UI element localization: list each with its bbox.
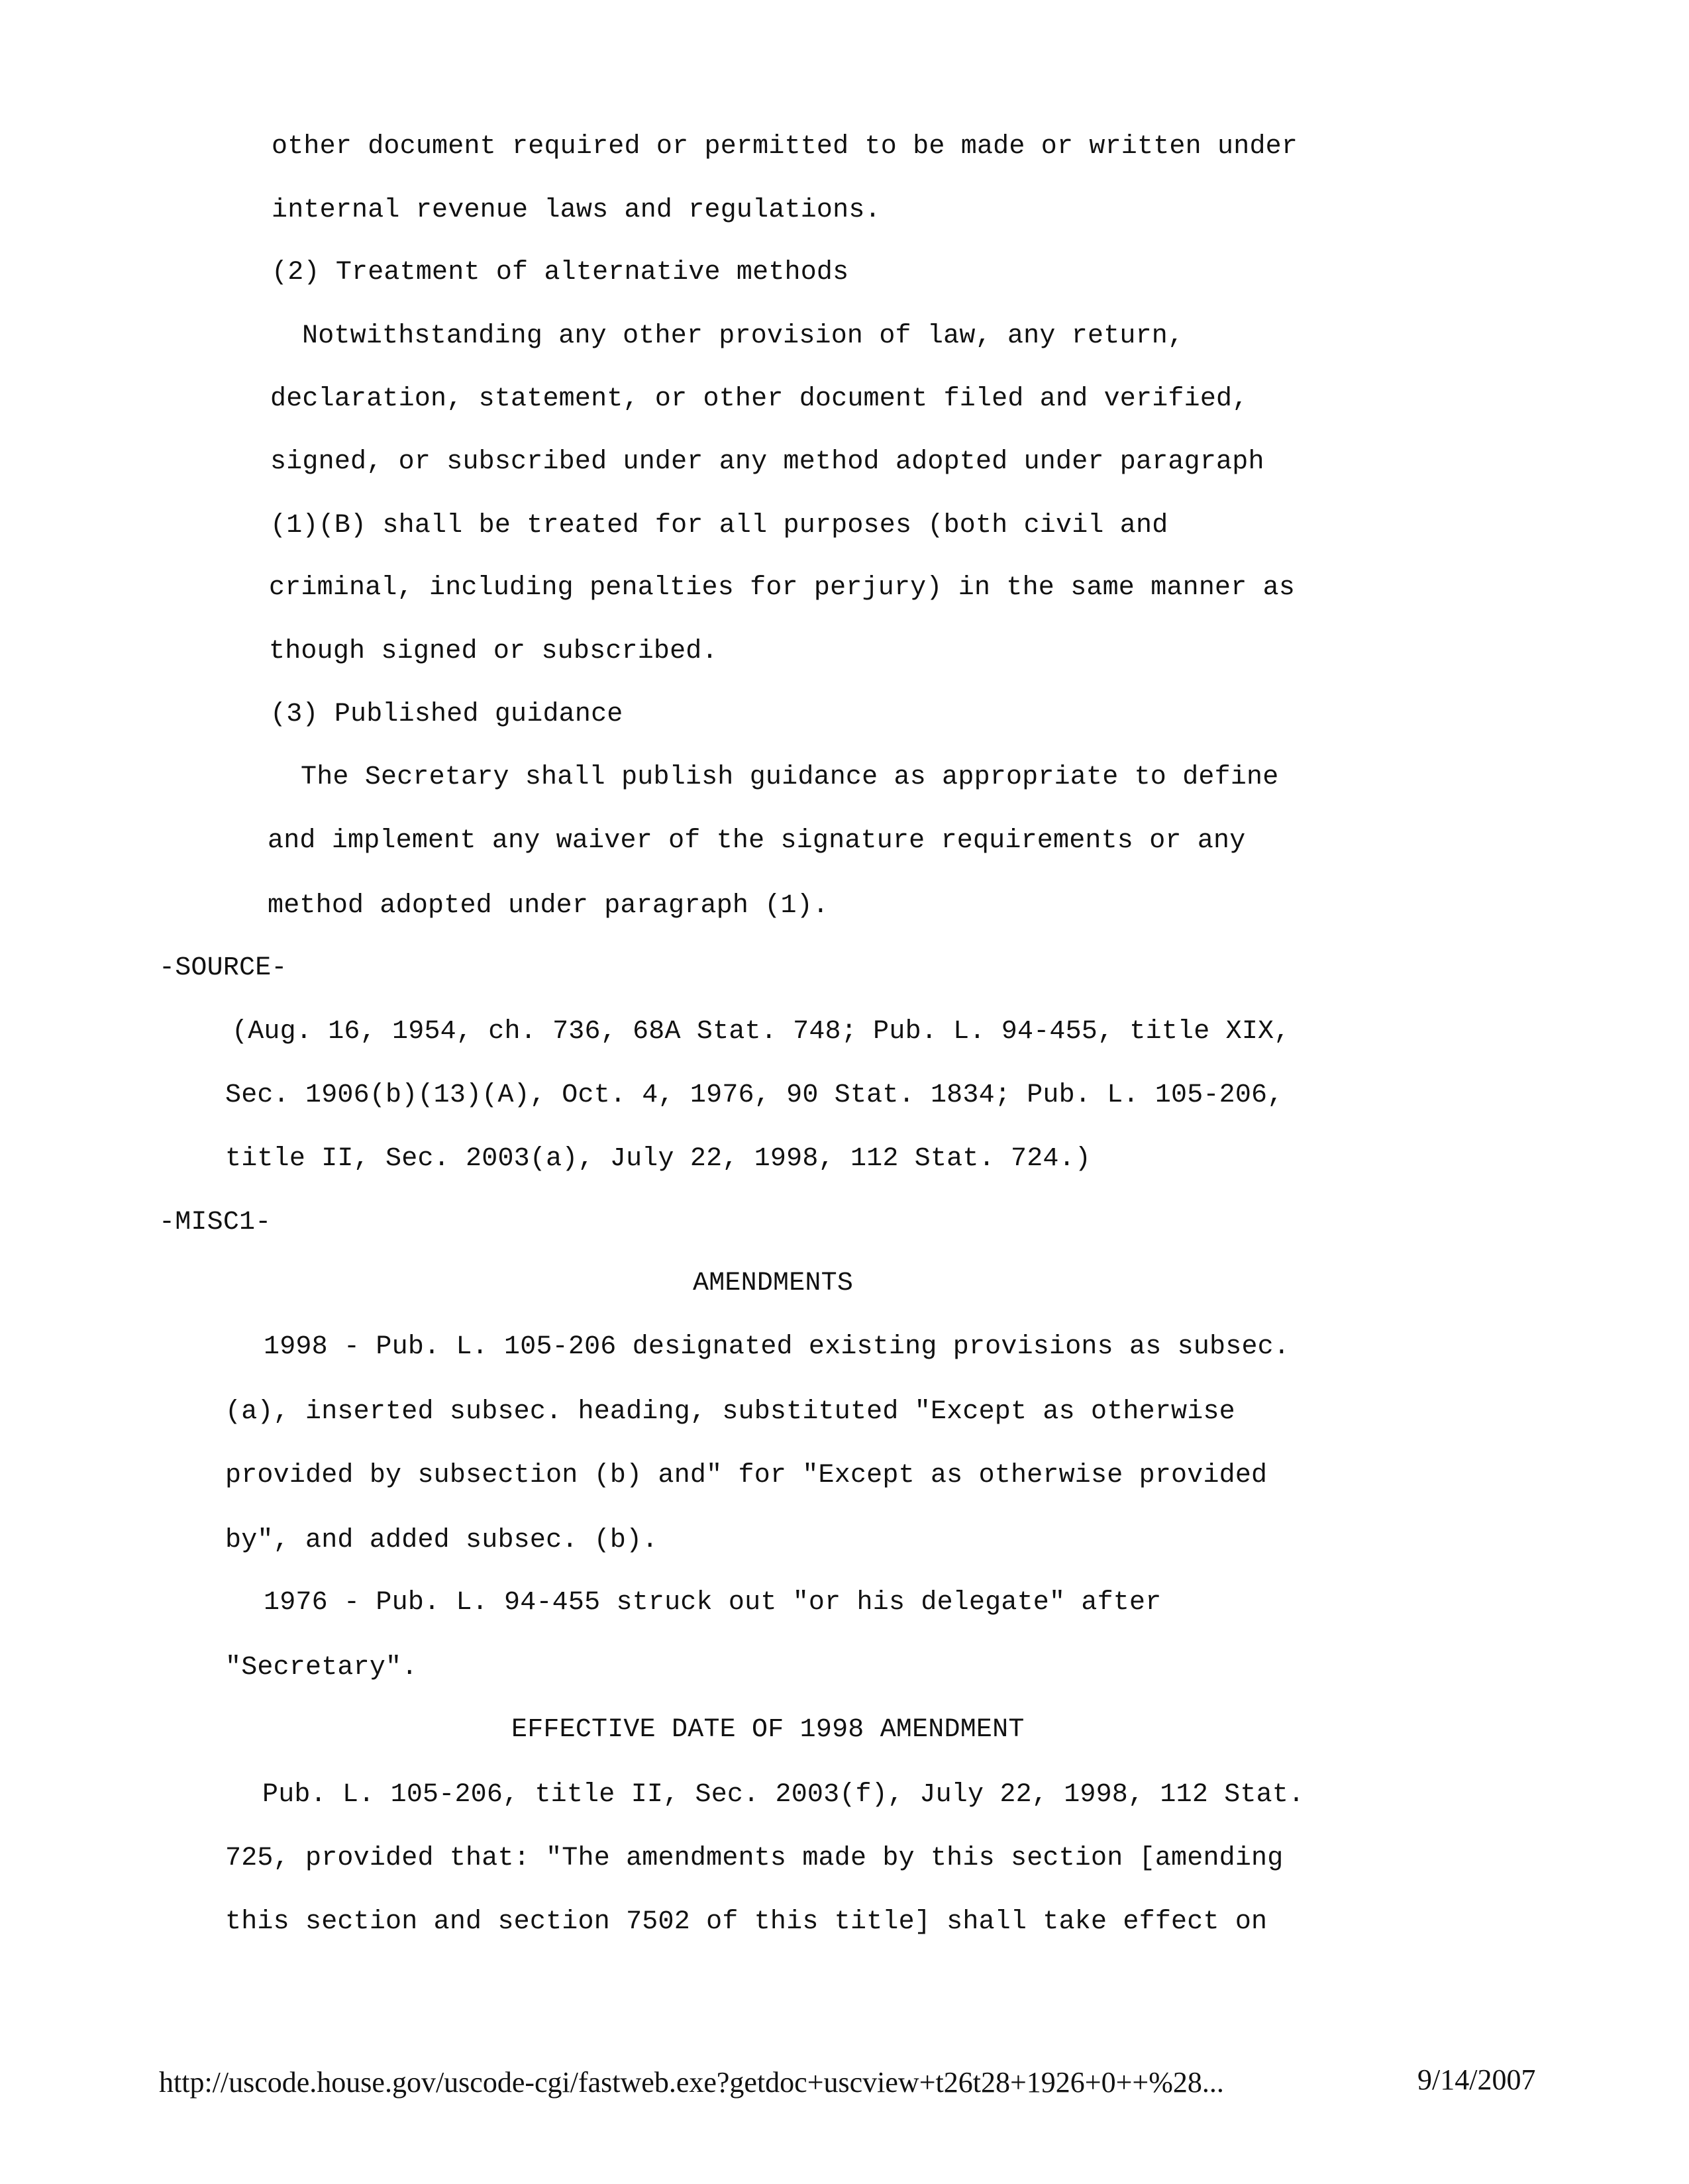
amendments-heading: AMENDMENTS: [693, 1269, 854, 1298]
section-heading: (3) Published guidance: [270, 700, 623, 729]
text-line: other document required or permitted to be made or written under: [272, 132, 1298, 162]
effective-line: 725, provided that: "The amendments made by this section [amending: [225, 1844, 1284, 1873]
text-line: signed, or subscribed under any method adopted under paragraph: [270, 447, 1264, 477]
amendment-line: "Secretary".: [225, 1653, 418, 1683]
footer-url: http://uscode.house.gov/uscode-cgi/fastweb.exe?getdoc+uscview+t26t28+1926+0++%28...: [159, 2066, 1224, 2099]
footer-date: 9/14/2007: [1417, 2063, 1536, 2096]
text-line: declaration, statement, or other document filed and verified,: [270, 384, 1249, 414]
amendment-line: by", and added subsec. (b).: [225, 1526, 658, 1555]
effective-line: this section and section 7502 of this title] shall take effect on: [225, 1907, 1268, 1937]
text-line: (1)(B) shall be treated for all purposes (both civil and: [270, 511, 1168, 541]
amendment-line: provided by subsection (b) and" for "Except as otherwise provided: [225, 1461, 1268, 1490]
amendment-line: 1976 - Pub. L. 94-455 struck out "or his delegate" after: [264, 1588, 1162, 1618]
text-line: internal revenue laws and regulations.: [272, 195, 881, 225]
text-line: though signed or subscribed.: [269, 637, 718, 666]
source-label: -SOURCE-: [159, 953, 287, 983]
effective-date-heading: EFFECTIVE DATE OF 1998 AMENDMENT: [511, 1715, 1025, 1745]
source-line: title II, Sec. 2003(a), July 22, 1998, 112 Stat. 724.): [225, 1144, 1092, 1174]
effective-line: Pub. L. 105-206, title II, Sec. 2003(f), July 22, 1998, 112 Stat.: [262, 1780, 1305, 1810]
text-line: criminal, including penalties for perjury) in the same manner as: [269, 573, 1296, 603]
text-line: method adopted under paragraph (1).: [268, 891, 829, 921]
source-line: (Aug. 16, 1954, ch. 736, 68A Stat. 748; Pub. L. 94-455, title XIX,: [232, 1017, 1290, 1047]
source-line: Sec. 1906(b)(13)(A), Oct. 4, 1976, 90 Stat. 1834; Pub. L. 105-206,: [225, 1080, 1284, 1110]
misc-label: -MISC1-: [159, 1208, 272, 1237]
amendment-line: (a), inserted subsec. heading, substituted "Except as otherwise: [225, 1397, 1235, 1427]
text-line: The Secretary shall publish guidance as appropriate to define: [301, 762, 1279, 792]
amendment-line: 1998 - Pub. L. 105-206 designated existing provisions as subsec.: [264, 1332, 1290, 1362]
text-line: Notwithstanding any other provision of law, any return,: [302, 321, 1184, 351]
text-line: and implement any waiver of the signature requirements or any: [268, 826, 1246, 856]
section-heading: (2) Treatment of alternative methods: [272, 258, 849, 287]
